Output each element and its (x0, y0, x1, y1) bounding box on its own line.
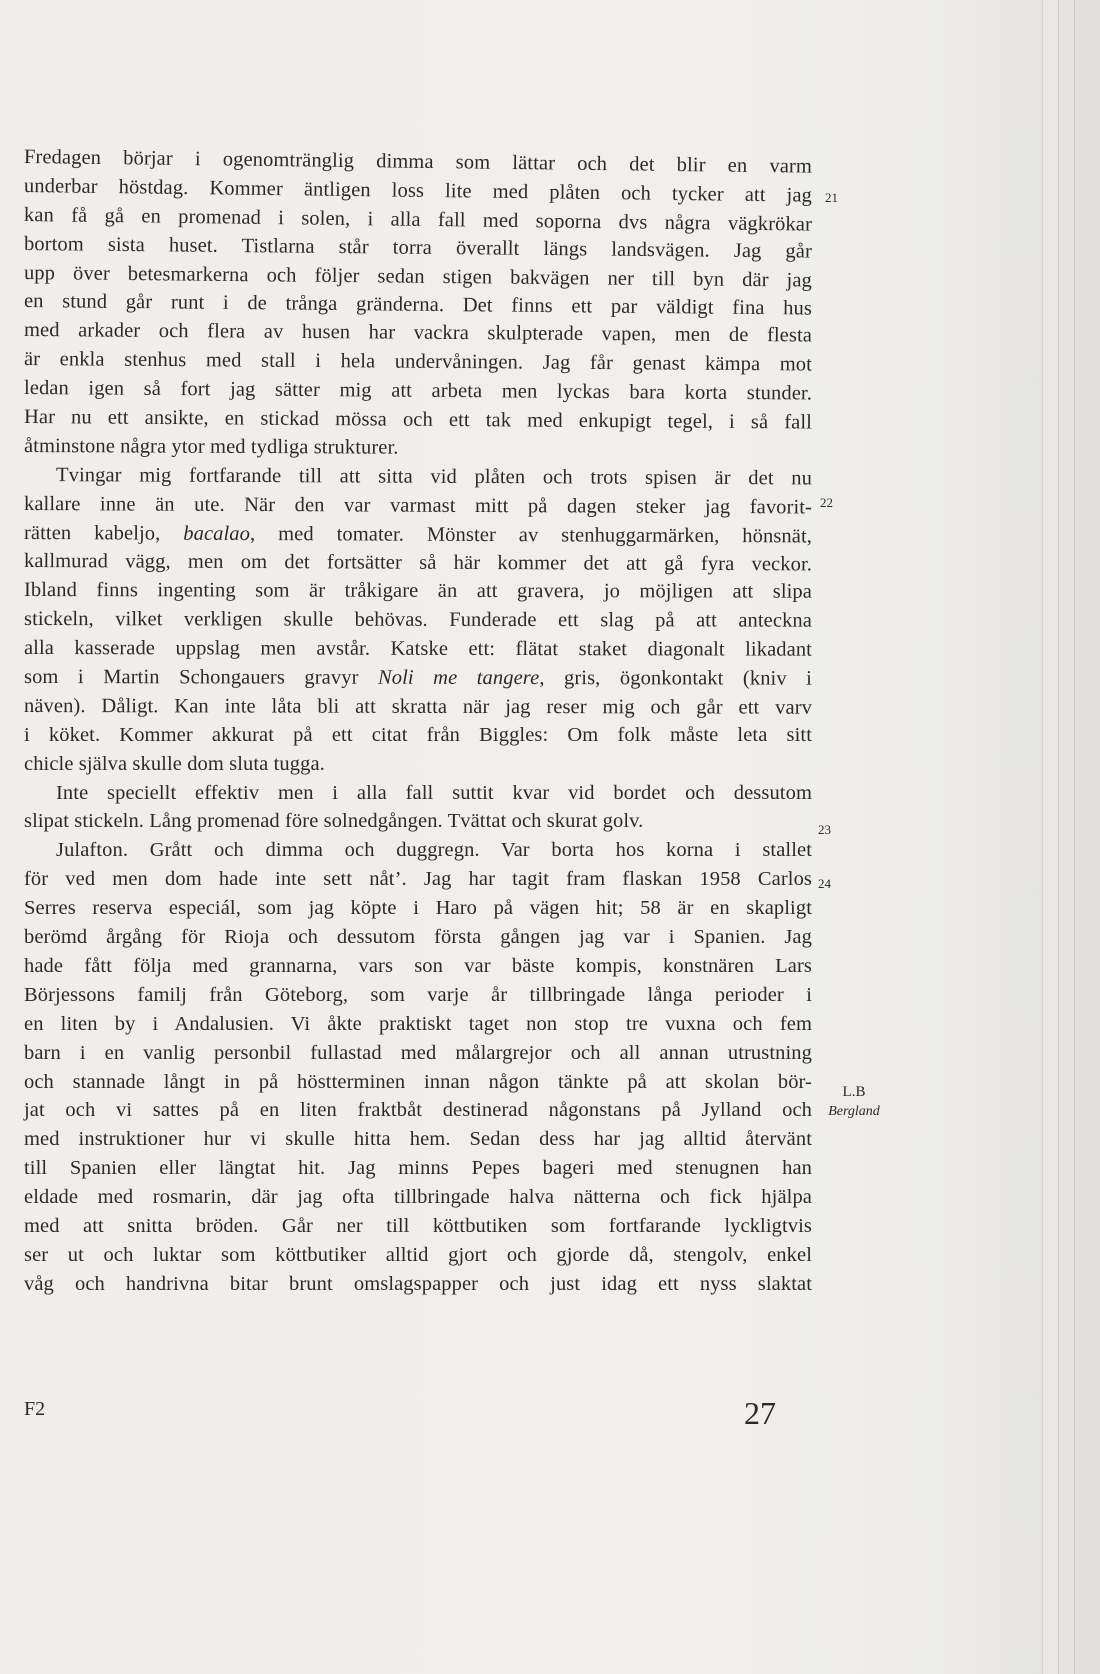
margin-date-24: 24 (818, 876, 831, 891)
text-line (24, 519, 812, 551)
text-line: alla kasserade uppslag men avstår. Katske ett: flätat staket diagonalt likadant (23, 637, 813, 661)
author-name: Bergland (828, 1104, 880, 1119)
text-line: chicle själva skulle dom sluta tugga. (24, 752, 325, 775)
text-line: åtminstone några ytor med tydliga strukturer. (23, 434, 399, 459)
text-line: med arkader och flera av husen har vackra skulpterade vapen, men de flesta (23, 319, 813, 347)
text-line: hade fått följa med grannarna, vars son var bäste kompis, konstnären Lars (24, 954, 812, 977)
text-line: är enkla stenhus med stall i hela undervåningen. Jag får genast kämpa mot (23, 348, 813, 376)
text-line: i köket. Kommer akkurat på ett citat från Biggles: Om folk måste leta sitt (24, 723, 812, 746)
text-line: till Spanien eller längtat hit. Jag minns Pepes bageri med stenugnen han (24, 1157, 812, 1180)
margin-date-22: 22 (820, 495, 833, 510)
text-line (24, 663, 812, 694)
text-line: Serres reserva especiál, som jag köpte i Haro på vägen hit; 58 är en skapligt (24, 897, 812, 920)
text-line: Fredagen börjar i ogenomtränglig dimma som lättar och det blir en varm (23, 146, 813, 178)
text-line: Har nu ett ansikte, en stickad mössa och ett tak med enkupigt tegel, i så fall (23, 406, 813, 434)
body-text (24, 143, 812, 1299)
margin-date-21: 21 (825, 190, 838, 205)
text-line: kallmurad vägg, men om det fortsätter så här kommer det att gå fyra veckor. (23, 550, 813, 576)
text-line: med att snitta bröden. Går ner till köttbutiken som fortfarande lyckligtvis (24, 1214, 812, 1237)
text-line: slipat stickeln. Lång promenad före solnedgången. Tvättat och skurat golv. (24, 810, 644, 833)
text-run: , gris, ögonkontakt (kniv i (539, 667, 813, 690)
text-line: för ved men dom hade inte sett nåt’. Jag har tagit fram flaskan 1958 Carlos (24, 868, 812, 891)
text-run: , med tomater. Mönster av stenhuggarmärken, hönsnät, (249, 522, 813, 548)
text-line: Tvingar mig fortfarande till att sitta vid plåten och trots spisen är det nu (55, 463, 813, 490)
text-line: barn i en vanlig personbil fullastad med målargrejor och all annan utrustning (24, 1041, 812, 1064)
text-line: jat och vi sattes på en liten fraktbåt destinerad någonstans på Jylland och (24, 1099, 812, 1122)
signature-mark: F2 (24, 1398, 46, 1420)
text-line: med instruktioner hur vi skulle hitta hem. Sedan dess har jag alltid återvänt (24, 1128, 812, 1151)
text-run: rätten kabeljo, (23, 521, 184, 545)
page-number: 27 (744, 1395, 776, 1431)
text-line: kan få gå en promenad i solen, i alla fall med soporna dvs några vägkrökar (23, 203, 813, 236)
text-line: och stannade långt in på höstterminen innan någon tänkte på att skolan bör- (24, 1070, 812, 1093)
text-line: en liten by i Andalusien. Vi åkte praktiskt taget non stop tre vuxna och fem (24, 1012, 812, 1035)
text-line: näven). Dåligt. Kan inte låta bli att skratta när jag reser mig och går ett varv (23, 694, 813, 719)
text-line: bortom sista huset. Tistlarna står torra överallt längs landsvägen. Jag går (23, 232, 813, 263)
page-edge (1074, 0, 1100, 1674)
text-line: upp över betesmarkerna och följer sedan stigen bakvägen ner till byn där jag (23, 261, 813, 292)
text-line: Inte speciellt effektiv men i alla fall suttit kvar vid bordet och dessutom (56, 781, 812, 804)
text-line: Börjessons familj från Göteborg, som varje år tillbringade långa perioder i (24, 983, 812, 1006)
text-line: kallare inne än ute. När den var varmast mitt på dagen steker jag favorit- (23, 492, 813, 519)
author-initials: L.B (842, 1084, 866, 1100)
italic-word: bacalao (183, 522, 251, 545)
text-line: eldade med rosmarin, där jag ofta tillbringade halva nätterna och fick hjälpa (24, 1186, 812, 1209)
italic-title: Noli me tangere (377, 666, 540, 690)
text-line: stickeln, vilket verkligen skulle behövas. Funderade ett slag på att anteckna (23, 608, 813, 632)
text-line: berömd årgång för Rioja och dessutom första gången jag var i Spanien. Jag (24, 926, 812, 949)
text-line: ledan igen så fort jag sätter mig att arbeta men lyckas bara korta stunder. (23, 377, 813, 405)
margin-author-credit (818, 1082, 890, 1122)
text-run: som i Martin Schongauers gravyr (23, 666, 379, 689)
margin-date-23: 23 (818, 822, 831, 837)
text-line: våg och handrivna bitar brunt omslagspapper och just idag ett nyss slaktat (24, 1272, 812, 1295)
text-line: Julafton. Grått och dimma och duggregn. Var borta hos korna i stallet (56, 839, 812, 862)
text-line: Ibland finns ingenting som är tråkigare än att gravera, jo möjligen att slipa (23, 579, 813, 604)
text-line: ser ut och luktar som köttbutiker alltid gjort och gjorde då, stengolv, enkel (24, 1243, 812, 1266)
text-line: underbar höstdag. Kommer äntligen loss lite med plåten och tycker att jag (23, 174, 813, 207)
text-line: en stund går runt i de trånga gränderna. Det finns ett par väldigt fina hus (23, 290, 813, 321)
